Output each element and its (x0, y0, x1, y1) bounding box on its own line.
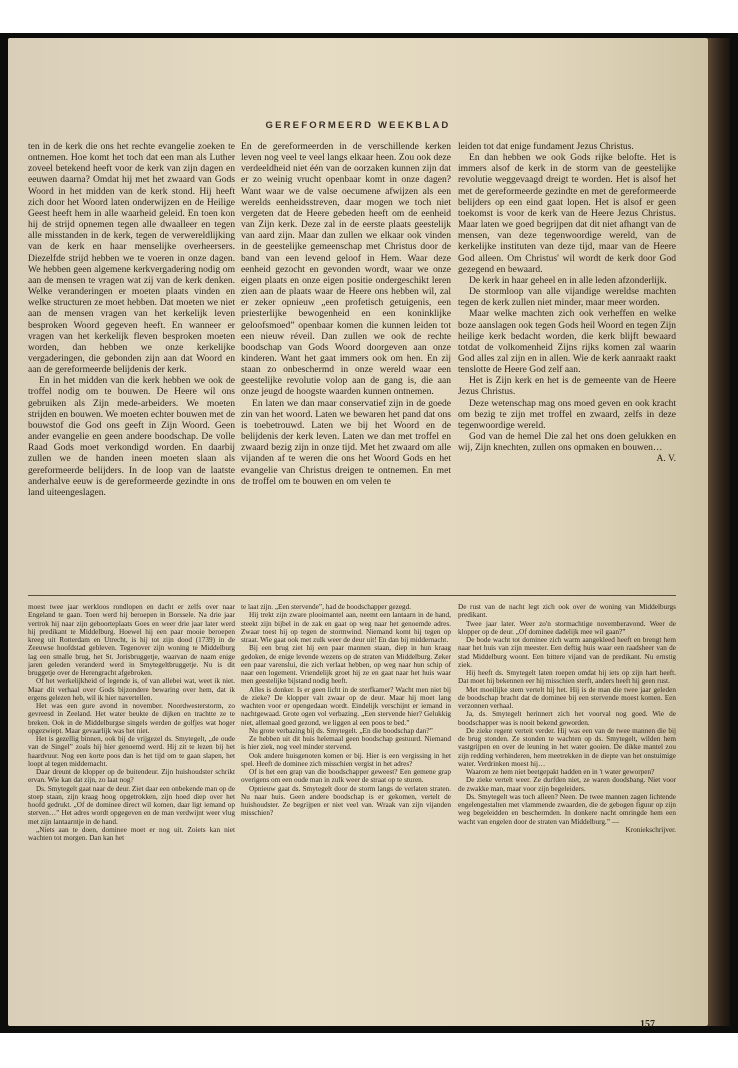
paragraph: Het is Zijn kerk en het is de gemeente van de Heere Jezus Christus. (458, 375, 676, 398)
story-column-2 (241, 603, 451, 818)
paragraph: De zieke vertelt weer. Ze durfden niet, ze waren doodsbang. Niet voor de zwakke man, maar voor zijn begeleiders. (458, 776, 676, 793)
author-signature: A. V. (656, 453, 676, 465)
paragraph: En laten we dan maar conservatief zijn in de goede zin van het woord. Laten we bewaren het pand dat ons is toebetrouwd. Laten we bij het Woord en de belijdenis der kerk leven. Laten we dan met troffel en zwaard bezig zijn in onze tijd. Met het zwaard om alle vijanden af te weren die ons het Woord Gods en het evangelie van Christus dreigen te ontnemen. En met de troffel om te bouwen en om velen te (241, 397, 451, 487)
paragraph: Het is gezellig binnen, ook bij de vrijgezel ds. Smytegelt, „de oude van de Singel” zoals hij hier genoemd werd. Hij zit te lezen bij het haardvuur. Nog een korte poos dan is het tijd om te gaan slapen, het loopt al tegen middernacht. (28, 735, 235, 768)
paragraph: Twee jaar later. Weer zo'n stormachtige novemberavond. Weer de klopper op de deur. „Of dominee dadelijk mee wil gaan?” (458, 619, 676, 636)
book-spine-gutter (708, 38, 730, 1026)
paragraph: te laat zijn. „Een stervende”, had de boodschapper gezegd. (241, 603, 412, 611)
paragraph: Of het werkelijkheid of legende is, of van allebei wat, weet ik niet. Maar dit verhaal over Gods bijzondere bewaring over hem, dat ik ergens gelezen heb, wil ik hier navertellen. (28, 677, 235, 702)
paragraph: Deze wetenschap mag ons moed geven en ook kracht om bezig te zijn met troffel en zwaard, zelfs in deze tegenwoordige wereld. (458, 397, 676, 431)
paragraph: Waarom ze hem niet beetgepakt hadden en in 't water geworpen? (466, 768, 655, 776)
paragraph: De bode wacht tot dominee zich warm aangekleed heeft en brengt hem naar het huis van zijn meester. Een deftig huis waar een raadsheer van de stad Middelburg woont. Een bittere vijand van de predikant. Nu ernstig ziek. (458, 636, 676, 669)
section-divider (28, 595, 676, 596)
article-column-1 (28, 141, 235, 498)
paragraph: Met moeilijke stem vertelt hij het. Hij is de man die twee jaar geleden de boodschap bracht dat de dominee bij een stervende moest komen. Een verzonnen verhaal. (458, 685, 676, 710)
paragraph: Alles is donker. Is er geen licht in de sterfkamer? Wacht men niet bij de zieke? De klopper valt zwaar op de deur. Maar hij moet lang wachten voor er opengedaan wordt. Eindelijk verschijnt er iemand in nachtgewaad. Grote ogen vol verbazing. „Een stervende hier? Gelukkig niet, allemaal goed gezond, we liggen al een poos te bed.” (241, 685, 451, 727)
paragraph: Opnieuw gaat ds. Smytegelt door de storm langs de verlaten straten. Nu naar huis. Geen andere boodschap is er gekomen, vertelt de huishoudster. Ze begrijpen er niet veel van. Wraak van zijn vijanden misschien? (241, 784, 451, 818)
paragraph: De stormloop van alle vijandige wereldse machten tegen de kerk zullen niet minder, maar meer worden. (458, 286, 676, 309)
paragraph: moest twee jaar werkloos rondlopen en dacht er zelfs over naar Engeland te gaan. Toen werd hij beroepen in Borssele. Na drie jaar vertrok hij naar zijn geboorteplaats Goes en weer drie jaar later werd hij predikant te Middelburg. Hoewel hij een paar mooie beroepen kreeg uit Rotterdam en Utrecht, is hij tot zijn dood (1739) in de Zeeuwse hoofdstad gebleven. Tegenover zijn woning te Middelburg lag een smalle brug, het St. Jorisbruggetje, waarvan de naam enige jaren geleden veranderd werd in Smytegeltbruggetje. Nu is dit bruggetje over de Herengracht afgebroken. (28, 603, 235, 677)
author-credit: Kroniekschrijver. (625, 825, 676, 834)
paragraph: Maar welke machten zich ook verheffen en welke boze aanslagen ook tegen Gods heil Woord en tegen Zijn heilige kerk bedacht worden, die kerk blijft bewaard totdat de volkomenheid Zijns rijks komen zal waarin God alles zal zijn en in allen. Wie de kerk aanraakt raakt tenslotte de Heere God zelf aan. (458, 308, 676, 376)
magazine-page (8, 38, 708, 1026)
scanned-page-background (0, 33, 738, 1033)
paragraph: En de gereformeerden in de verschillende kerken leven nog veel te veel langs elkaar heen. Zou ook deze verdeeldheid niet één van de oorzaken kunnen zijn dat er zo weinig vrucht openbaar komt in onze dagen? Want waar we de valse oecumene afwijzen als een werelds eenheidsstreven, daar mogen we toch niet vergeten dat de Heere gebeden heeft om de eenheid van Zijn kerk. Deze zal in de eerste plaats geestelijk van aard zijn. Maar dan zullen we elkaar ook vinden in de geestelijke gemeenschap met Christus door de band van een levend geloof in Hem. Waar deze eenheid gezocht en gevonden wordt, waar we onze eigen plaats en onze eigen positie ondergeschikt leren zien aan de plaats waar de Heere ons hebben wil, zal er zeker opnieuw „een profetisch getuigenis, een priesterlijke bewogenheid en een koninklijke geloofsmoed” openbaar komen die kunnen leiden tot een nieuw réveil. Dan zullen we ook de rechte boodschap van Gods Woord doorgeven aan onze kinderen. Want het gaat immers ook om hen. En zij staan zo onbeschermd in onze wereld waar een geestelijke revolutie volop aan de gang is, die aan onze jeugd de hoogste waarden kunnen ontnemen. (241, 141, 451, 398)
paragraph: En in het midden van die kerk hebben we ook de troffel nodig om te bouwen. De Heere wil ons gebruiken als Zijn mede-arbeiders. We moeten strijden en bouwen. We moeten echter bouwen met de bouwstof die God ons geeft in Zijn Woord. Geen ander evangelie en geen andere boodschap. De volle Raad Gods moet verkondigd worden. En daarbij zullen we de handen ineen moeten slaan als gereformeerde belijders. In de loop van de laatste anderhalve eeuw is de gereformeerde gezindte in ons land uiteengeslagen. (28, 375, 235, 498)
paragraph: Ze hebben uit dit huis helemaal geen boodschap gestuurd. Niemand is hier ziek, nog veel minder stervend. (241, 735, 451, 752)
page-number: 157 (640, 1019, 655, 1030)
signature-line (458, 453, 676, 464)
credit-line (458, 826, 676, 834)
running-header: GEREFORMEERD WEEKBLAD (265, 120, 451, 131)
paragraph: De kerk in haar geheel en in alle leden afzonderlijk. (469, 274, 667, 286)
paragraph: Bij een brug ziet hij een paar mannen staan, diep in hun kraag gedoken, de enige levende wezens op de straten van Middelburg. Zeker een paar varenslui, die zich verlaat hebben, op weg naar hun schip of naar een logement. Vriendelijk groet hij ze en gaat naar het huis waar men geestelijke bijstand nodig heeft. (241, 644, 451, 686)
story-column-1 (28, 603, 235, 842)
paragraph: Nu grote verbazing bij ds. Smytegelt. „En die boodschap dan?” (249, 726, 433, 735)
paragraph: Ook andere huisgenoten komen er bij. Hier is een vergissing in het spel. Heeft de dominee zich misschien vergist in het adres? (241, 751, 451, 768)
story-column-3 (458, 603, 676, 834)
article-column-2 (241, 141, 451, 487)
paragraph: Ds. Smytegelt gaat naar de deur. Ziet daar een onbekende man op de stoep staan, zijn kraag hoog opgetrokken, zijn hoed diep over het hoofd gedrukt. „Of de dominee direct wil komen, daar ligt iemand op sterven…” Het adres wordt opgegeven en de man verdwijnt weer vlug met zijn lantaarntje in de hand. (28, 784, 235, 826)
paragraph: Hij trekt zijn zware plooimantel aan, neemt een lantaarn in de hand, steekt zijn bijbel in de zak en gaat op weg naar het genoemde adres. Zwaar toest hij op tegen de stormwind. Niemand komt hij tegen op straat. Wie gaat ook met zulk weer de deur uit! En dan bij middernacht. (241, 611, 451, 644)
paragraph: De zieke regent verteit verder. Hij was een van de twee mannen die bij de brug stonden. Ze stonden te wachten op ds. Smytegelt, wilden hem vastgrijpen en over de leuning in het water gooien. De dikke mantel zou zijn redding verhinderen, hem meetrekken in de diepte van het onstuimige water. Verdrinken moest hij… (458, 726, 676, 768)
paragraph: Ds. Smytegelt was toch alleen? Neen. De twee mannen zagen lichtende engelengestalten met vlammende zwaarden, die de gebogen figuur op zijn weg begeleidden en beschermden. In donkere nacht omringde hem een wacht van engelen door de straten van Middelburg.” — (458, 792, 676, 826)
paragraph: ten in de kerk die ons het rechte evangelie zoeken te ontnemen. Hoe komt het toch dat een man als Luther zoveel betekend heeft voor de kerk van zijn dagen en eeuwen daarna? Omdat hij met het zwaard van Gods Woord in het midden van de kerk stond. Hij heeft zich door het Woord laten onderwijzen en de Heilige Geest heeft hem in alle waarheid geleid. En toen kon hij de strijd opnemen tegen alle dwaalleer en tegen alle misstanden in de kerk, tegen de verwereldlijking van de kerk en haar menselijke overheersers. Diezelfde strijd hebben we te voeren in onze dagen. We hebben geen algemene kerkvergadering nodig om aan de mensen te vragen wat zij van de kerk denken. Welke veranderingen er moeten plaats vinden en welke structuren ze moet hebben. Dat moeten we niet aan de mensen vragen van het kerkelijk leven besproken Woord gegeven heeft. En wanneer er vragen van het kerkelijk fleven besproken moeten worden, dan hebben we onze kerkelijke vergaderingen, die gebonden zijn aan dat Woord en aan de gereformeerde belijdenis der kerk. (28, 141, 235, 376)
article-column-3 (458, 141, 676, 465)
paragraph: Hij heeft ds. Smytegelt laten roepen omdat hij iets op zijn hart heeft. Dat moet hij bekennen eer hij misschien sterft, anders heeft hij geen rust. (458, 669, 676, 686)
paragraph: Of is het een grap van die boodschapper geweest? Een gemene grap overigens om een oude man in zulk weer de straat op te sturen. (241, 768, 451, 785)
paragraph: leiden tot dat enige fundament Jezus Christus. (458, 141, 634, 152)
paragraph: De rust van de nacht legt zich ook over de woning van Middelburgs predikant. (458, 603, 676, 620)
paragraph: Het was een gure avond in november. Noordwesterstorm, zo gevreesd in Zeeland. Het water beukte de dijken en trachtte ze te breken. Ook in de Middelburgse singels werden de golfjes wat hoger opgezwiept. Maar gevaarlijk was het niet. (28, 702, 235, 735)
paragraph: En dan hebben we ook Gods rijke belofte. Het is immers alsof de kerk in de storm van de geestelijke revolutie weggevaagd dreigt te worden. Het is alsof het met de gereformeerde gezindte en met de gereformeerde belijders op een eind gaat lopen. Het is alsof er geen toekomst is voor de kerk van de Heere Jezus Christus. Maar laten we goed begrijpen dat dit niet afhangt van de mensen, van deze tegenwoordige wereld, van de kerkelijke instituten van deze tijd, maar van de Heere God alleen. Om Christus' wil wordt de kerk door God gezegend en bewaard. (458, 152, 676, 275)
paragraph: Daar dreunt de klopper op de buitendeur. Zijn huishoudster schrikt ervan. Wie kan dat zijn, zo laat nog? (28, 768, 235, 785)
paragraph: God van de hemel Die zal het ons doen gelukken en wij, Zijn knechten, zullen ons opmaken en bouwen… (458, 431, 676, 454)
paragraph: „Niets aan te doen, dominee moet er nog uit. Zoiets kan niet wachten tot morgen. Dan kan het (28, 825, 235, 842)
paragraph: Ja, ds. Smytegelt herinnert zich het voorval nog goed. Wie de boodschapper was is nooit bekend geworden. (458, 710, 676, 727)
